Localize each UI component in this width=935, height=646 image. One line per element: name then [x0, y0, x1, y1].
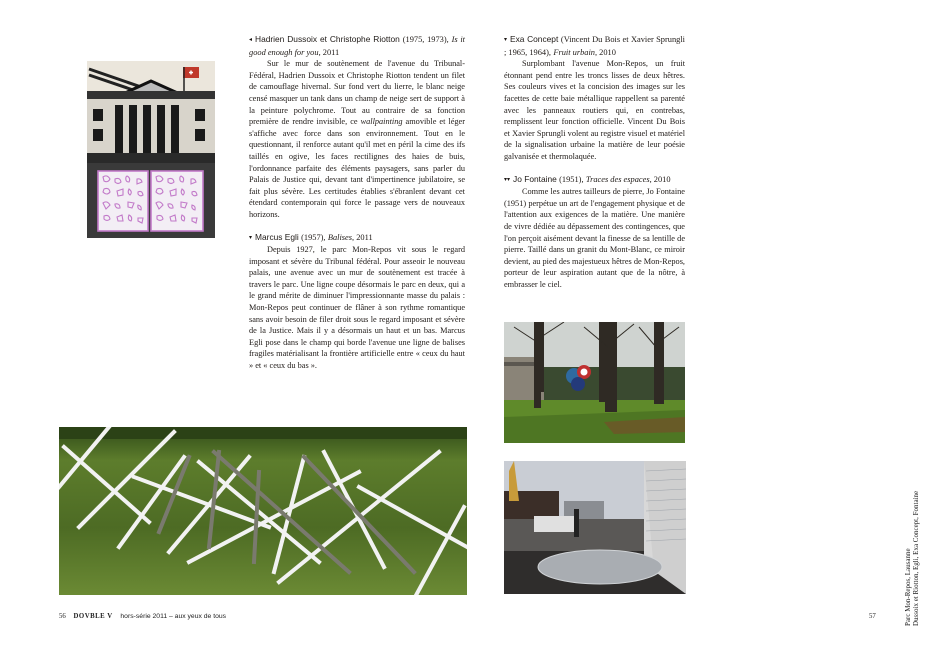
- right-text-column: [504, 34, 685, 301]
- italic-term: wallpainting: [360, 117, 403, 127]
- artist-name: Exa Concept: [510, 34, 559, 44]
- artwork-year: , 2010: [594, 47, 616, 57]
- arrow-down-icon: ▾: [504, 37, 508, 43]
- page-number: 57: [869, 613, 876, 620]
- artwork-title: Traces des espaces: [585, 174, 650, 184]
- arrow-left-icon: ◂: [249, 37, 253, 43]
- artist-name: Hadrien Dussoix et Christophe Riotton: [255, 34, 400, 44]
- lens-photo: [504, 461, 686, 594]
- artwork-title: Balises: [327, 232, 353, 242]
- image-exa-concept-park: [504, 322, 685, 443]
- entry-dussoix-riotton: [249, 34, 465, 221]
- entry-heading: [504, 34, 685, 58]
- artwork-year: , 2010: [649, 174, 671, 184]
- artist-name: Marcus Egli: [255, 231, 299, 242]
- magazine-name: DOVBLE V: [73, 613, 113, 620]
- arrow-down-icon: ▾: [249, 234, 253, 241]
- entry-exa-concept: [504, 34, 685, 163]
- entry-egli: [249, 232, 465, 372]
- artwork-year: , 2011: [318, 47, 340, 57]
- image-egli-balises: [59, 427, 467, 595]
- balises-photo: [59, 427, 467, 595]
- photo-caption: [904, 491, 920, 626]
- entry-body: Sur le mur de soutènement de l'avenue du Tribunal-Fédéral, Hadrien Dussoix et Christophe Riotton tendent un filet de camouflage hivernal. Sur fond vert du lierre, le blanc neige censé masquer un tank dans un champ de neige sert de support à la peinture polychrome. Tout au contraire de sa fonction première de rendre invisible, ce wallpainting amovible et léger s'affiche avec force dans son environnement. Tout en le questionnant, il renforce autant qu'il met en péril la cime des ifs taillés en ogive, les faces rectilignes des haies de buis, l'ordonnance parfaite des éléments paysagers, sans parler du Palais de Justice qui, devant tant d'impertinence jubilatoire, se fait plus sévère. Les certitudes établies s'ébranlent devant cet étendard contemporain qui force le passage vers de nouveaux horizons.: [249, 59, 466, 219]
- left-text-column: [249, 34, 465, 383]
- artwork-title: Fruit urbain: [553, 47, 595, 57]
- entry-heading: [249, 232, 465, 245]
- park-photo: [504, 322, 685, 443]
- image-dussoix-riotton-drawing: [87, 61, 215, 238]
- double-arrow-down-icon: ▾▾: [504, 176, 511, 183]
- entry-fontaine: [504, 174, 685, 291]
- artist-years: (Vincent Du Bois et Xavier Sprungli ; 1965, 1964),: [504, 35, 686, 57]
- artist-years: (1951),: [559, 174, 584, 184]
- caption-location: Parc Mon-Repos, Lausanne: [904, 548, 912, 626]
- issue-info: hors-série 2011 – aux yeux de tous: [120, 613, 227, 620]
- artist-years: (1975, 1973),: [402, 35, 449, 44]
- entry-heading: [504, 174, 685, 187]
- entry-heading: [249, 34, 465, 58]
- artwork-title: Is it good enough for you: [249, 35, 466, 57]
- artist-years: (1957),: [301, 232, 326, 242]
- caption-artists: Dussoix et Riotton, Egli, Exa Concept, Fontaine: [912, 490, 920, 626]
- artwork-year: , 2011: [352, 232, 373, 242]
- entry-body: Comme les autres tailleurs de pierre, Jo Fontaine (1951) perpétue un art de l'engagement physique et de l'attention aux exigences de la matière. Une manière de vivre dédiée au dépassement des contingences, que l'on perçoit aisément devant la finesse de sa lentille de pierre. Taillé dans un granit du Mont-Blanc, ce miroir devient, au pied des majestueux hêtres de Mon-Repos, porteur de leur aspiration autant que de la nôtre, à embrasser le ciel.: [504, 187, 685, 289]
- palace-drawing: [87, 61, 215, 238]
- entry-body: Surplombant l'avenue Mon-Repos, un fruit étonnant pend entre les troncs lisses de deux hêtres. Ses couleurs vives et la concision des images sur les facettes de cette baie métallique rappellent sa parenté avec les panneaux routiers qui, en contrebas, remplissent leur fonction officielle. Vincent Du Bois et Xavier Sprungli volent au registre visuel et matériel de la signalisation urbaine la matière de leur poésie galvanisée et thermolaquée.: [504, 59, 685, 161]
- footer-right: [869, 613, 876, 620]
- entry-body: Depuis 1927, le parc Mon-Repos vit sous le regard imposant et sévère du Tribunal fédéral. Pour asseoir le nouveau palais, une avenue avec un mur de soutènement est tracée à travers le parc. Une ligne coupe désormais le parc en deux, qui a le grand mérite de diminuer l'impressionnante masse du palais : Mon-Repos peut continuer de flâner à son rythme romantique sans avoir besoin de filer droit sous le regard imposant et sévère de la Justice. Mais il y a désormais un haut et un bas. Marcus Egli pose dans le champ qui borde l'avenue une ligne de balises fragiles matérialisant la frontière artificielle entre « ceux du haut » et « ceux du bas ».: [249, 245, 465, 371]
- footer-left: [59, 613, 226, 620]
- artist-name: Jo Fontaine: [513, 173, 557, 184]
- image-fontaine-lens: [504, 461, 686, 594]
- page-number: 56: [59, 613, 66, 620]
